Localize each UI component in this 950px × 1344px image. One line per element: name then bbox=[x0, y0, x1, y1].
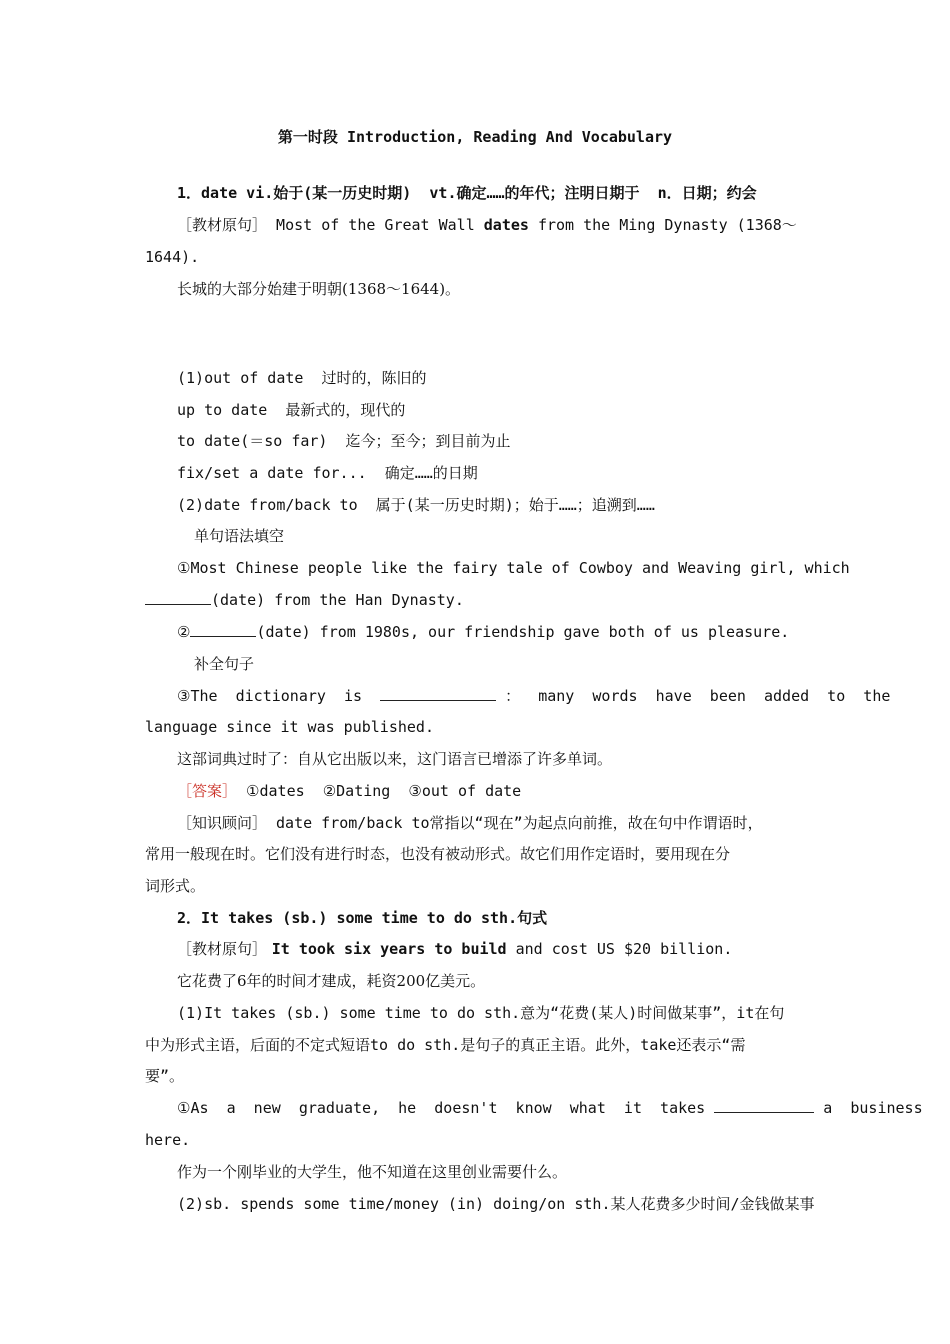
phrase-5: (2)date from/back to 属于(某一历史时期)；始于……；追溯到…… bbox=[177, 496, 655, 514]
exercise-3-text-a: ③The dictionary is bbox=[177, 687, 363, 705]
exercise-heading-2: 补全句子 bbox=[194, 655, 255, 673]
phrase-1: (1)out of date 过时的，陈旧的 bbox=[177, 369, 427, 387]
section-2-heading: 2．It takes (sb.) some time to do sth.句式 bbox=[177, 909, 548, 927]
source-text-a: Most of the Great Wall bbox=[276, 216, 484, 234]
blank-4[interactable] bbox=[714, 1098, 814, 1113]
source-keyword: dates bbox=[483, 216, 529, 234]
blank-2[interactable] bbox=[190, 622, 256, 637]
tip-line-3: 词形式。 bbox=[145, 877, 206, 895]
exercise-4-translation: 作为一个刚毕业的大学生，他不知道在这里创业需要什么。 bbox=[177, 1163, 568, 1181]
source-translation: 长城的大部分始建于明朝(1368～1644)。 bbox=[177, 280, 461, 298]
answer-tag: ［答案］ bbox=[177, 782, 238, 800]
section-1-source-line bbox=[177, 214, 807, 236]
explain-line-4: (2)sb. spends some time/money (in) doing/on sth.某人花费多少时间/金钱做某事 bbox=[177, 1195, 815, 1213]
exercise-1-text: (date) from the Han Dynasty. bbox=[211, 591, 464, 609]
exercise-4-text-a: ①As a new graduate, he doesn't know what it takes bbox=[177, 1099, 706, 1117]
answer-line bbox=[177, 780, 521, 802]
section-1-heading: 1．date vi.始于(某一历史时期) vt.确定……的年代；注明日期于 n．日期；约会 bbox=[177, 184, 757, 202]
exercise-2-number: ② bbox=[177, 623, 191, 641]
phrase-2: up to date 最新式的，现代的 bbox=[177, 401, 406, 419]
exercise-3-text-b: ： many words have been added to the bbox=[505, 687, 891, 705]
blank-3[interactable] bbox=[380, 686, 496, 701]
exercise-4-line-a bbox=[177, 1097, 923, 1119]
phrase-3: to date(＝so far) 迄今；至今；到目前为止 bbox=[177, 432, 511, 450]
exercise-2-line bbox=[177, 621, 789, 643]
phrase-4: fix/set a date for... 确定……的日期 bbox=[177, 464, 478, 482]
explain-line-1: (1)It takes (sb.) some time to do sth.意为“花费(某人)时间做某事”，it在句 bbox=[177, 1004, 785, 1022]
exercise-4-line-b: here. bbox=[145, 1131, 191, 1149]
exercise-2-text: (date) from 1980s, our friendship gave both of us pleasure. bbox=[256, 623, 790, 641]
source-text-2: and cost US $20 billion. bbox=[506, 940, 733, 958]
exercise-3-translation: 这部词典过时了：自从它出版以来，这门语言已增添了许多单词。 bbox=[177, 750, 613, 768]
tip-line-2: 常用一般现在时。它们没有进行时态，也没有被动形式。故它们用作定语时，要用现在分 bbox=[145, 845, 731, 863]
tip-line-1: ［知识顾问］ date from/back to常指以“现在”为起点向前推，故在句中作谓语时， bbox=[177, 814, 763, 832]
source-text-b: from the Ming Dynasty (1368～ bbox=[528, 216, 797, 234]
section-2-source-line bbox=[177, 938, 732, 960]
source-text-c: 1644). bbox=[145, 248, 200, 266]
source-keyword-2: It took six years to build bbox=[271, 940, 507, 958]
source-tag-2: ［教材原句］ bbox=[177, 940, 272, 958]
source-tag: ［教材原句］ bbox=[177, 216, 268, 234]
explain-line-2: 中为形式主语，后面的不定式短语to do sth.是句子的真正主语。此外，take还表示“需 bbox=[145, 1036, 746, 1054]
exercise-1-line-a: ①Most Chinese people like the fairy tale of Cowboy and Weaving girl, which bbox=[177, 559, 850, 577]
source-translation-2: 它花费了6年的时间才建成，耗资200亿美元。 bbox=[177, 972, 486, 990]
exercise-3-line-b: language since it was published. bbox=[145, 718, 434, 736]
exercise-heading-1: 单句语法填空 bbox=[194, 527, 285, 545]
answer-text: ①dates ②Dating ③out of date bbox=[237, 782, 522, 800]
explain-line-3: 要”。 bbox=[145, 1067, 185, 1085]
exercise-1-line-b bbox=[145, 589, 464, 611]
blank-1[interactable] bbox=[145, 590, 211, 605]
exercise-4-text-b: a business bbox=[823, 1099, 923, 1117]
exercise-3-line-a bbox=[177, 685, 890, 707]
page-title: 第一时段 Introduction, Reading And Vocabulary bbox=[277, 128, 673, 146]
